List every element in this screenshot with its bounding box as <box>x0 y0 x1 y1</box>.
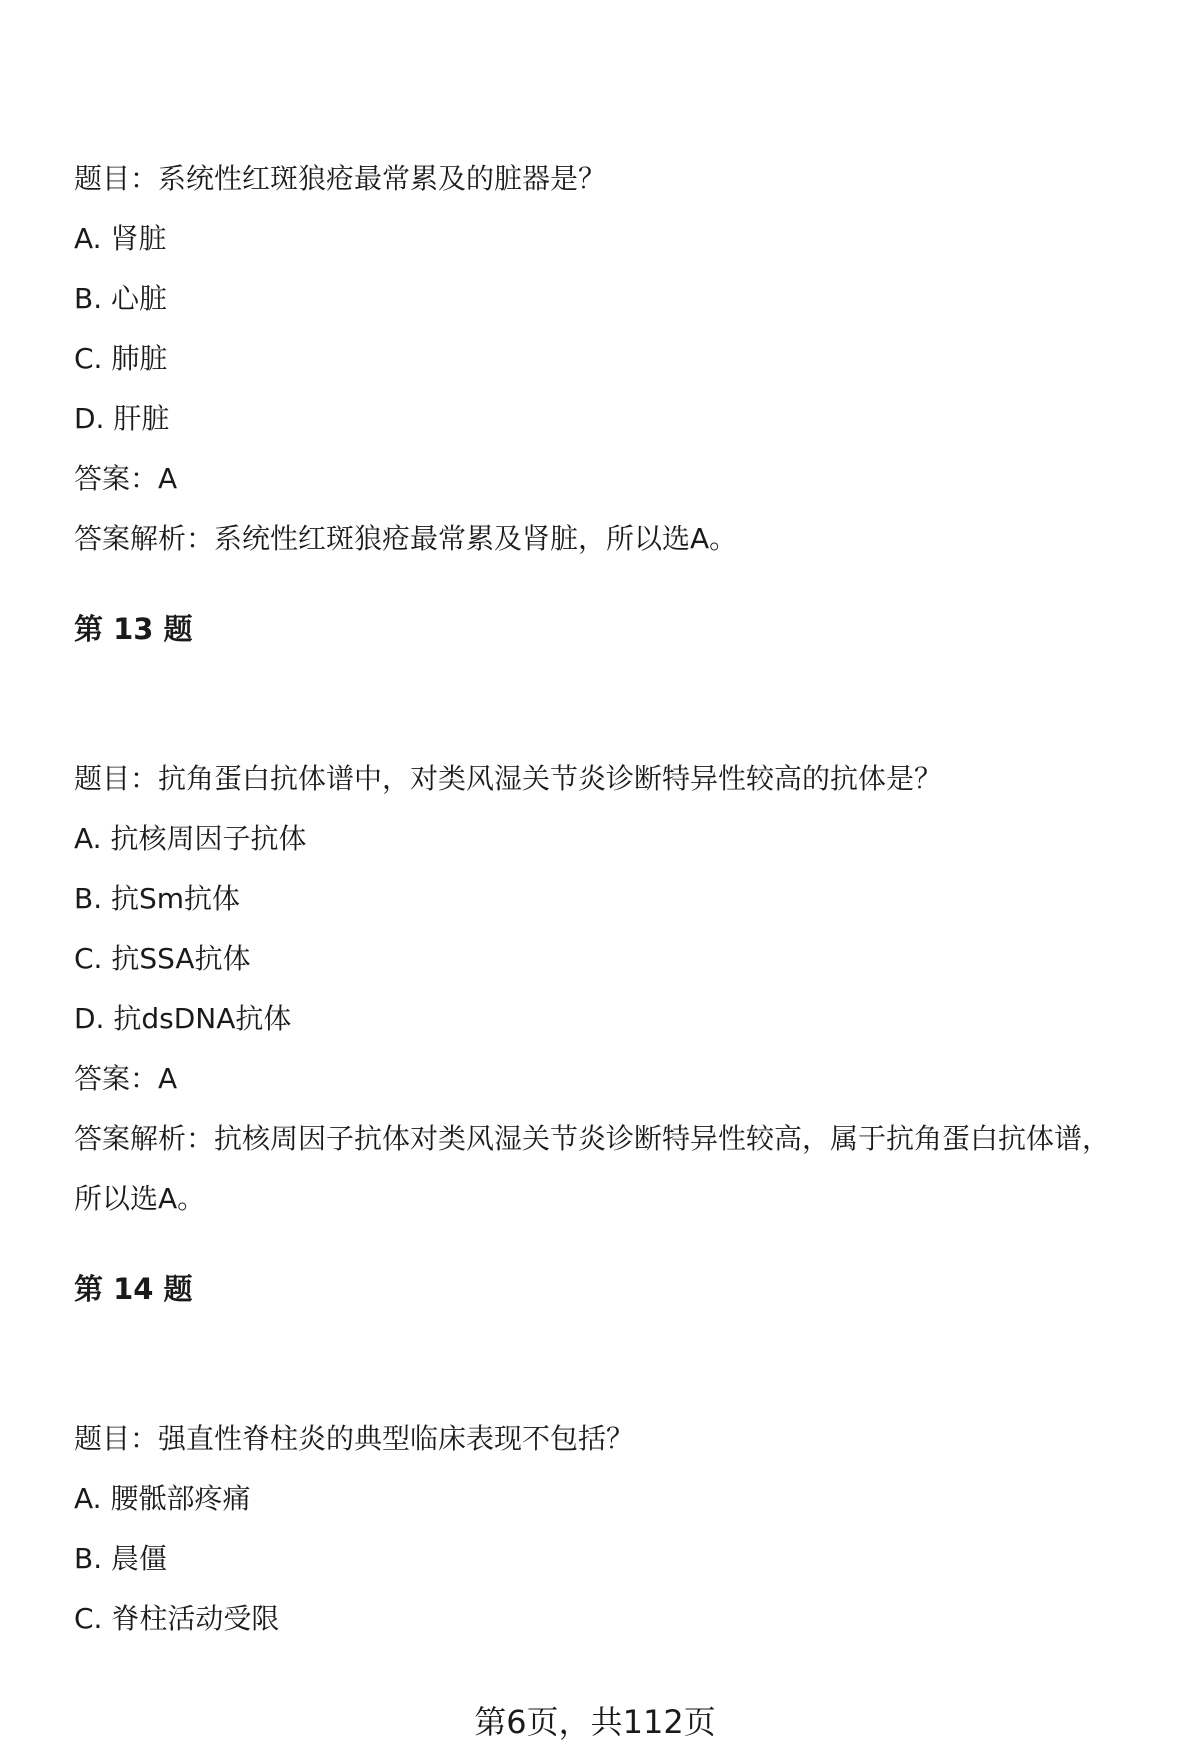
q12-question: 题目：系统性红斑狼疮最常累及的脏器是？ <box>74 162 607 195</box>
q13-option-b: B. 抗Sm抗体 <box>74 882 241 915</box>
q12-analysis: 答案解析：系统性红斑狼疮最常累及肾脏，所以选A。 <box>74 522 738 555</box>
q12-option-d: D. 肝脏 <box>74 402 170 435</box>
q14-question: 题目：强直性脊柱炎的典型临床表现不包括？ <box>74 1422 635 1455</box>
q13-option-d: D. 抗dsDNA抗体 <box>74 1002 292 1035</box>
q12-answer: 答案：A <box>74 462 178 495</box>
q12-option-a: A. 肾脏 <box>74 222 167 255</box>
q13-analysis: 答案解析：抗核周因子抗体对类风湿关节炎诊断特异性较高，属于抗角蛋白抗体谱，所以选A。 <box>74 1122 1111 1215</box>
q13-question: 题目：抗角蛋白抗体谱中，对类风湿关节炎诊断特异性较高的抗体是？ <box>74 762 943 795</box>
q13-option-c: C. 抗SSA抗体 <box>74 942 251 975</box>
q13-option-a: A. 抗核周因子抗体 <box>74 822 307 855</box>
page-number-footer: 第6页，共112页 <box>474 1703 716 1741</box>
q14-option-b: B. 晨僵 <box>74 1542 168 1575</box>
q13-heading: 第 13 题 <box>74 612 193 646</box>
q14-option-a: A. 腰骶部疼痛 <box>74 1482 251 1515</box>
q13-answer: 答案：A <box>74 1062 178 1095</box>
q14-heading: 第 14 题 <box>74 1272 193 1306</box>
q12-option-c: C. 肺脏 <box>74 342 168 375</box>
q14-option-c: C. 脊柱活动受限 <box>74 1602 280 1635</box>
q12-option-b: B. 心脏 <box>74 282 168 315</box>
